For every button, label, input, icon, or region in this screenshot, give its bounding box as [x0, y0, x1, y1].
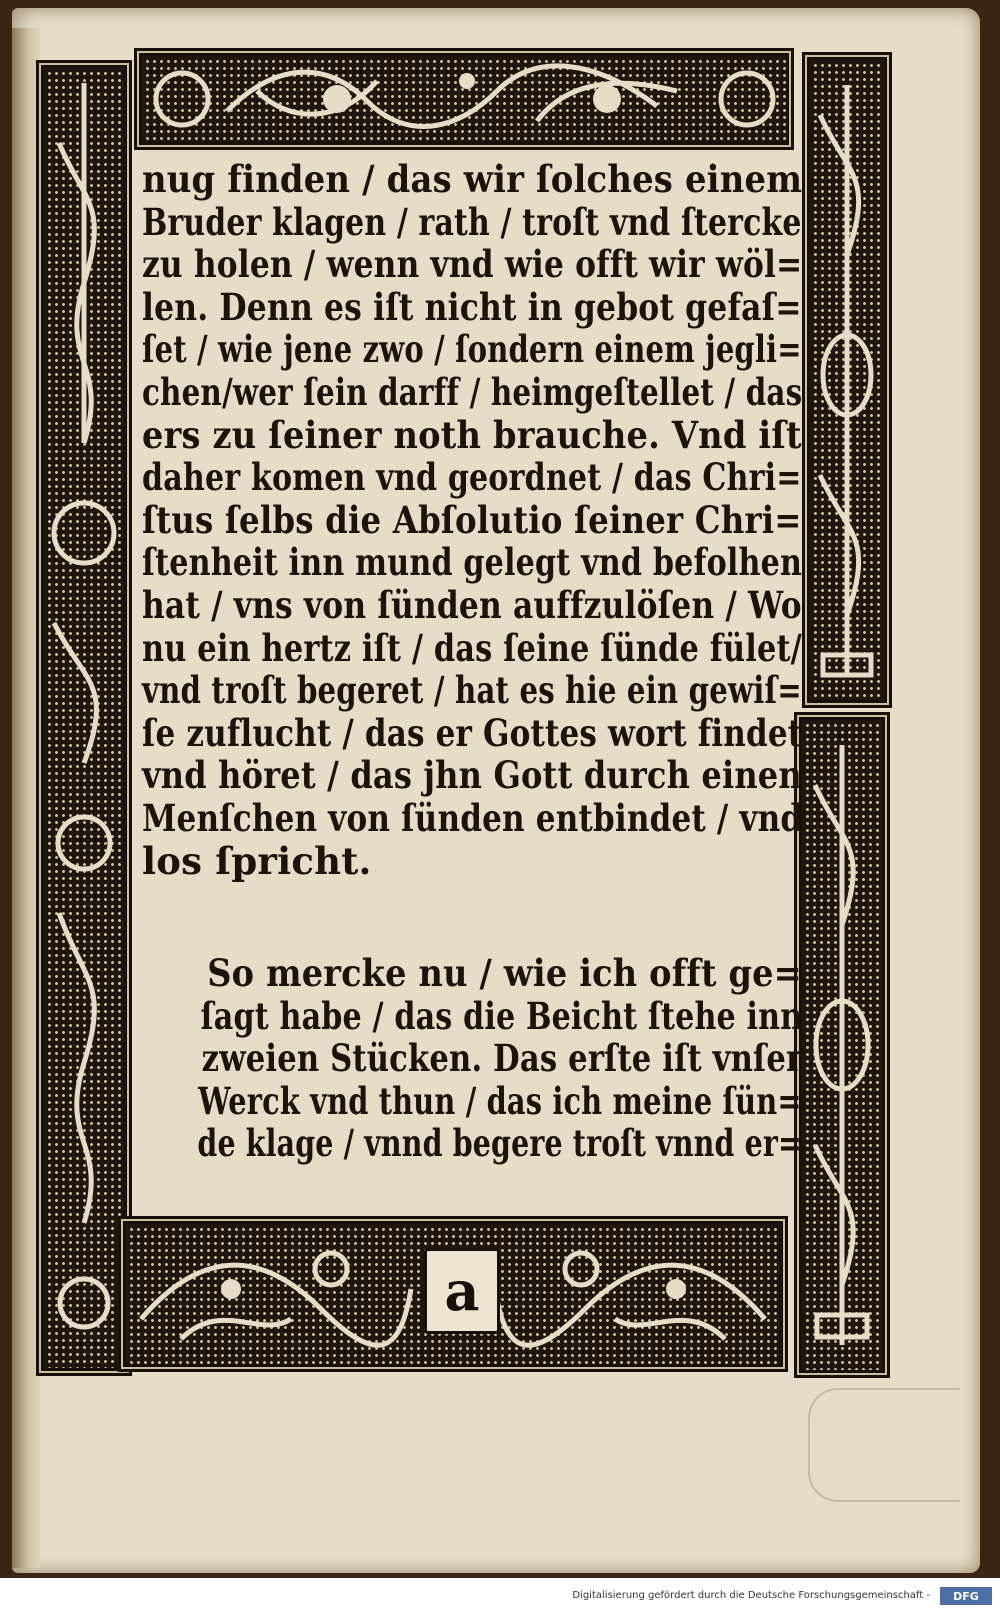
text-line: len. Denn es iſt nicht in gebot gefaſ=	[142, 284, 802, 329]
torch-ornament-icon	[805, 55, 889, 705]
text-line: Werck vnd thun / das ich meine ſün=	[198, 1078, 802, 1123]
column-ornament-icon	[39, 63, 129, 1373]
signature-mark: a	[444, 1259, 480, 1323]
right-ornament-border-upper	[802, 52, 892, 708]
paragraph-1	[142, 158, 802, 882]
text-line: los ſpricht.	[142, 838, 372, 883]
text-line: daher komen vnd geordnet / das Chri=	[142, 455, 802, 500]
text-line: ſagt habe / das die Beicht ſtehe inn	[200, 993, 803, 1038]
book-page	[12, 8, 980, 1573]
paragraph-2	[142, 952, 802, 1165]
text-line: vnd höret / das jhn Gott durch einen	[142, 753, 802, 798]
funding-credit: Digitalisierung gefördert durch die Deutsche Forschungsgemeinschaft -	[572, 1590, 930, 1601]
torch-ornament-icon	[797, 715, 887, 1375]
left-ornament-border	[36, 60, 132, 1376]
text-block	[142, 158, 802, 1198]
text-line: hat / vns von ſünden auffzulöſen / Wo	[142, 582, 802, 627]
signature-mark-box	[424, 1248, 500, 1334]
text-line: zu holen / wenn vnd wie offt wir wöl=	[142, 242, 803, 287]
text-line: zweien Stücken. Das erſte iſt vnſer	[201, 1036, 803, 1081]
text-line: Bruder klagen / rath / troſt vnd ſtercke	[142, 199, 802, 244]
text-line: ſtenheit inn mund gelegt vnd befolhen	[142, 540, 803, 585]
digitization-footer	[0, 1578, 1000, 1617]
text-line: de klage / vnnd begere troſt vnnd er=	[197, 1121, 803, 1166]
text-line: chen/wer ſein darff / heimgeſtellet / das	[142, 369, 803, 414]
floral-ornament-icon	[137, 51, 791, 147]
text-line: ſet / wie jene zwo / ſondern einem jegli=	[142, 327, 802, 372]
text-line: ſtus ſelbs die Abſolutio ſeiner Chri=	[142, 497, 802, 542]
text-line: ers zu ſeiner noth brauche. Vnd iſt	[142, 412, 802, 457]
text-line: ſe zuflucht / das er Gottes wort findet	[142, 710, 803, 755]
text-line: nu ein hertz iſt / das ſeine ſünde fület/	[142, 625, 802, 670]
right-ornament-border-lower	[794, 712, 890, 1378]
text-line: Menſchen von ſünden entbindet / vnd	[142, 795, 803, 840]
page-clip-mark	[808, 1388, 960, 1502]
text-line: nug finden / das wir ſolches einem	[142, 157, 803, 201]
top-ornament-border	[134, 48, 794, 150]
text-line: vnd troſt begeret / hat es hie ein gewiſ=	[142, 668, 802, 713]
dfg-logo: DFG	[940, 1587, 992, 1605]
text-line: So mercke nu / wie ich offt ge=	[207, 951, 802, 996]
